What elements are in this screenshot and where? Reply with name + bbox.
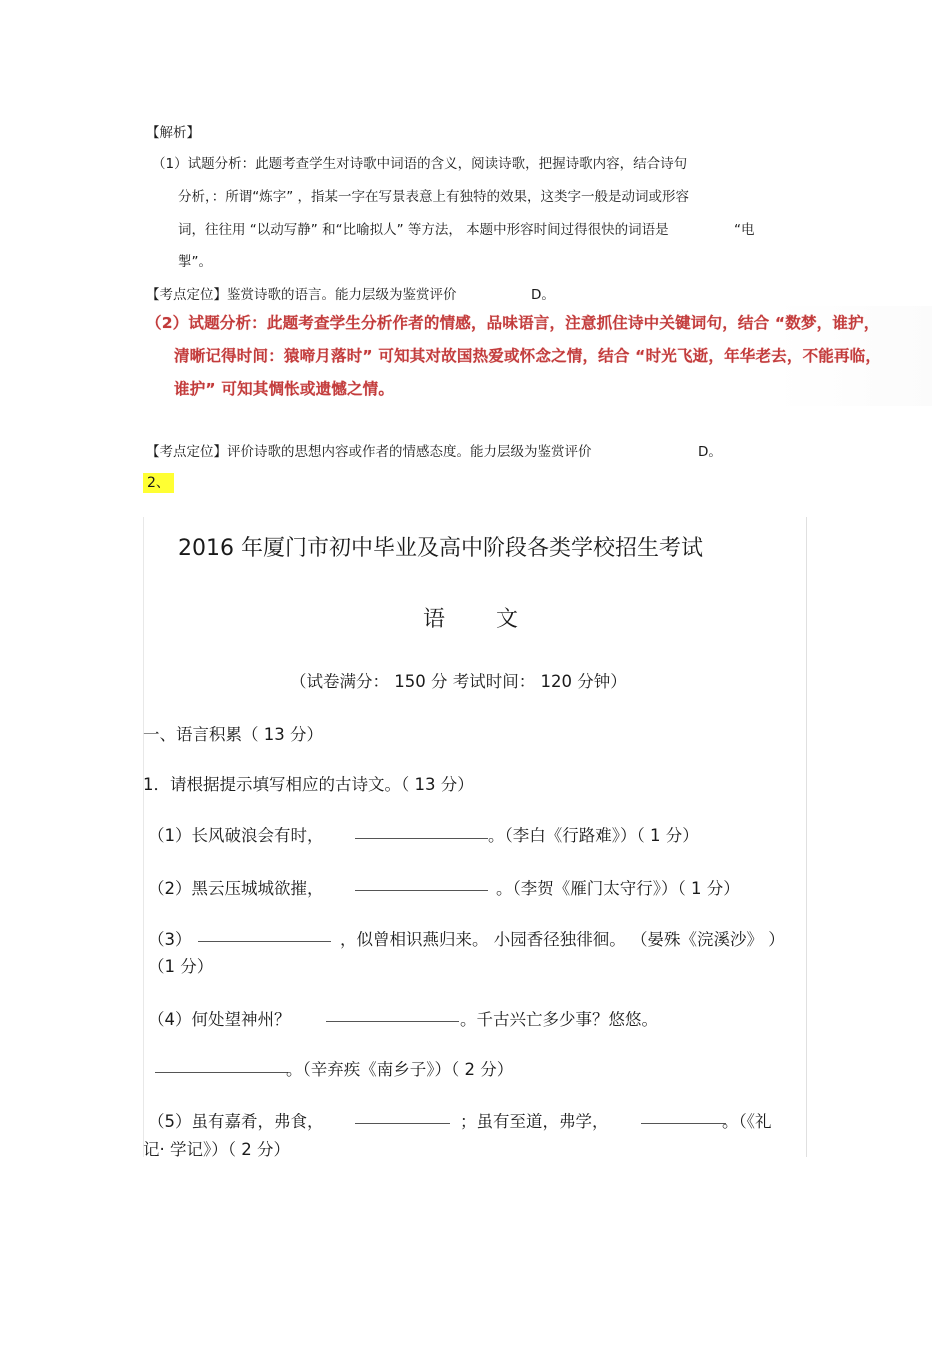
analysis-q1-line3-end: “电	[734, 222, 755, 238]
analysis-q1-line1: （1）试题分析：此题考查学生对诗歌中词语的含义，阅读诗歌，把握诗歌内容，结合诗句	[152, 156, 688, 172]
item-number-highlight: 2、	[143, 473, 174, 493]
point-level-2: D。	[698, 444, 722, 460]
item-5-post: 。（《礼	[722, 1112, 772, 1131]
exam-title: 2016 年厦门市初中毕业及高中阶段各类学校招生考试	[178, 536, 703, 561]
item-3-score: （1 分）	[148, 957, 214, 976]
point-label-1: 【考点定位】鉴赏诗歌的语言。能力层级为鉴赏评价	[146, 287, 457, 303]
item-3-post: ，似曾相识燕归来。 小园香径独徘徊。 （晏殊《浣溪沙》 ）	[340, 930, 785, 949]
point-level-1: D。	[531, 287, 555, 303]
item-1-pre: （1）长风破浪会有时，	[148, 826, 324, 845]
analysis-q1-line3: 词，往往用 “以动写静” 和“比喻拟人” 等方法， 本题中形容时间过得很快的词语是	[178, 222, 669, 238]
blank-5b[interactable]	[641, 1123, 726, 1124]
section-heading: 一、语言积累（ 13 分）	[143, 725, 323, 744]
item-5-pre: （5）虽有嘉肴，弗食，	[148, 1112, 324, 1131]
item-5-mid: ；虽有至道，弗学，	[460, 1112, 609, 1131]
analysis-q2-line2: 清晰记得时间：猿啼月落时” 可知其对故国热爱或怀念之情，结合 “时光飞逝，年华老去，不能再临，	[174, 347, 882, 365]
question-1: 1．请根据提示填写相应的古诗文。（ 13 分）	[143, 775, 474, 794]
blank-1[interactable]	[355, 838, 488, 839]
item-4-pre: （4）何处望神州？	[148, 1010, 291, 1029]
blank-3[interactable]	[198, 941, 331, 942]
blank-5a[interactable]	[355, 1123, 450, 1124]
analysis-q2-line1: （2）试题分析：此题考查学生分析作者的情感，品味语言，注意抓住诗中关键词句，结合 “数梦，谁护，	[146, 314, 880, 332]
item-4-cont: 。（辛弃疾《南乡子》）（ 2 分）	[286, 1060, 514, 1079]
exam-meta: （试卷满分： 150 分 考试时间： 120 分钟）	[290, 672, 627, 691]
item-2-post: 。（李贺《雁门太守行》）（ 1 分）	[496, 879, 740, 898]
item-2-pre: （2）黑云压城城欲摧，	[148, 879, 324, 898]
item-1-post: 。（李白《行路难》）（ 1 分）	[488, 826, 699, 845]
exam-left-border	[143, 517, 144, 1157]
blank-4b[interactable]	[155, 1072, 288, 1073]
item-4-post: 。千古兴亡多少事？悠悠。	[460, 1010, 658, 1029]
blank-2[interactable]	[355, 890, 488, 891]
exam-subject-b: 文	[496, 607, 519, 632]
exam-subject-a: 语	[423, 607, 446, 632]
analysis-q1-line4: 掣”。	[178, 254, 212, 270]
red-analysis-image	[142, 306, 932, 406]
item-3-pre: （3）	[148, 930, 192, 949]
analysis-q2-line3: 谁护” 可知其惆怅或遗憾之情。	[174, 380, 395, 398]
blank-4a[interactable]	[326, 1021, 459, 1022]
analysis-heading: 【解析】	[146, 125, 200, 141]
item-5-cont: 记· 学记》）（ 2 分）	[143, 1140, 290, 1159]
exam-right-border	[806, 517, 807, 1157]
item-number	[143, 472, 174, 492]
point-label-2: 【考点定位】评价诗歌的思想内容或作者的情感态度。能力层级为鉴赏评价	[146, 444, 592, 460]
analysis-q1-line2: 分析，：所谓“炼字” ，指某一字在写景表意上有独特的效果，这类字一般是动词或形容	[178, 189, 690, 205]
